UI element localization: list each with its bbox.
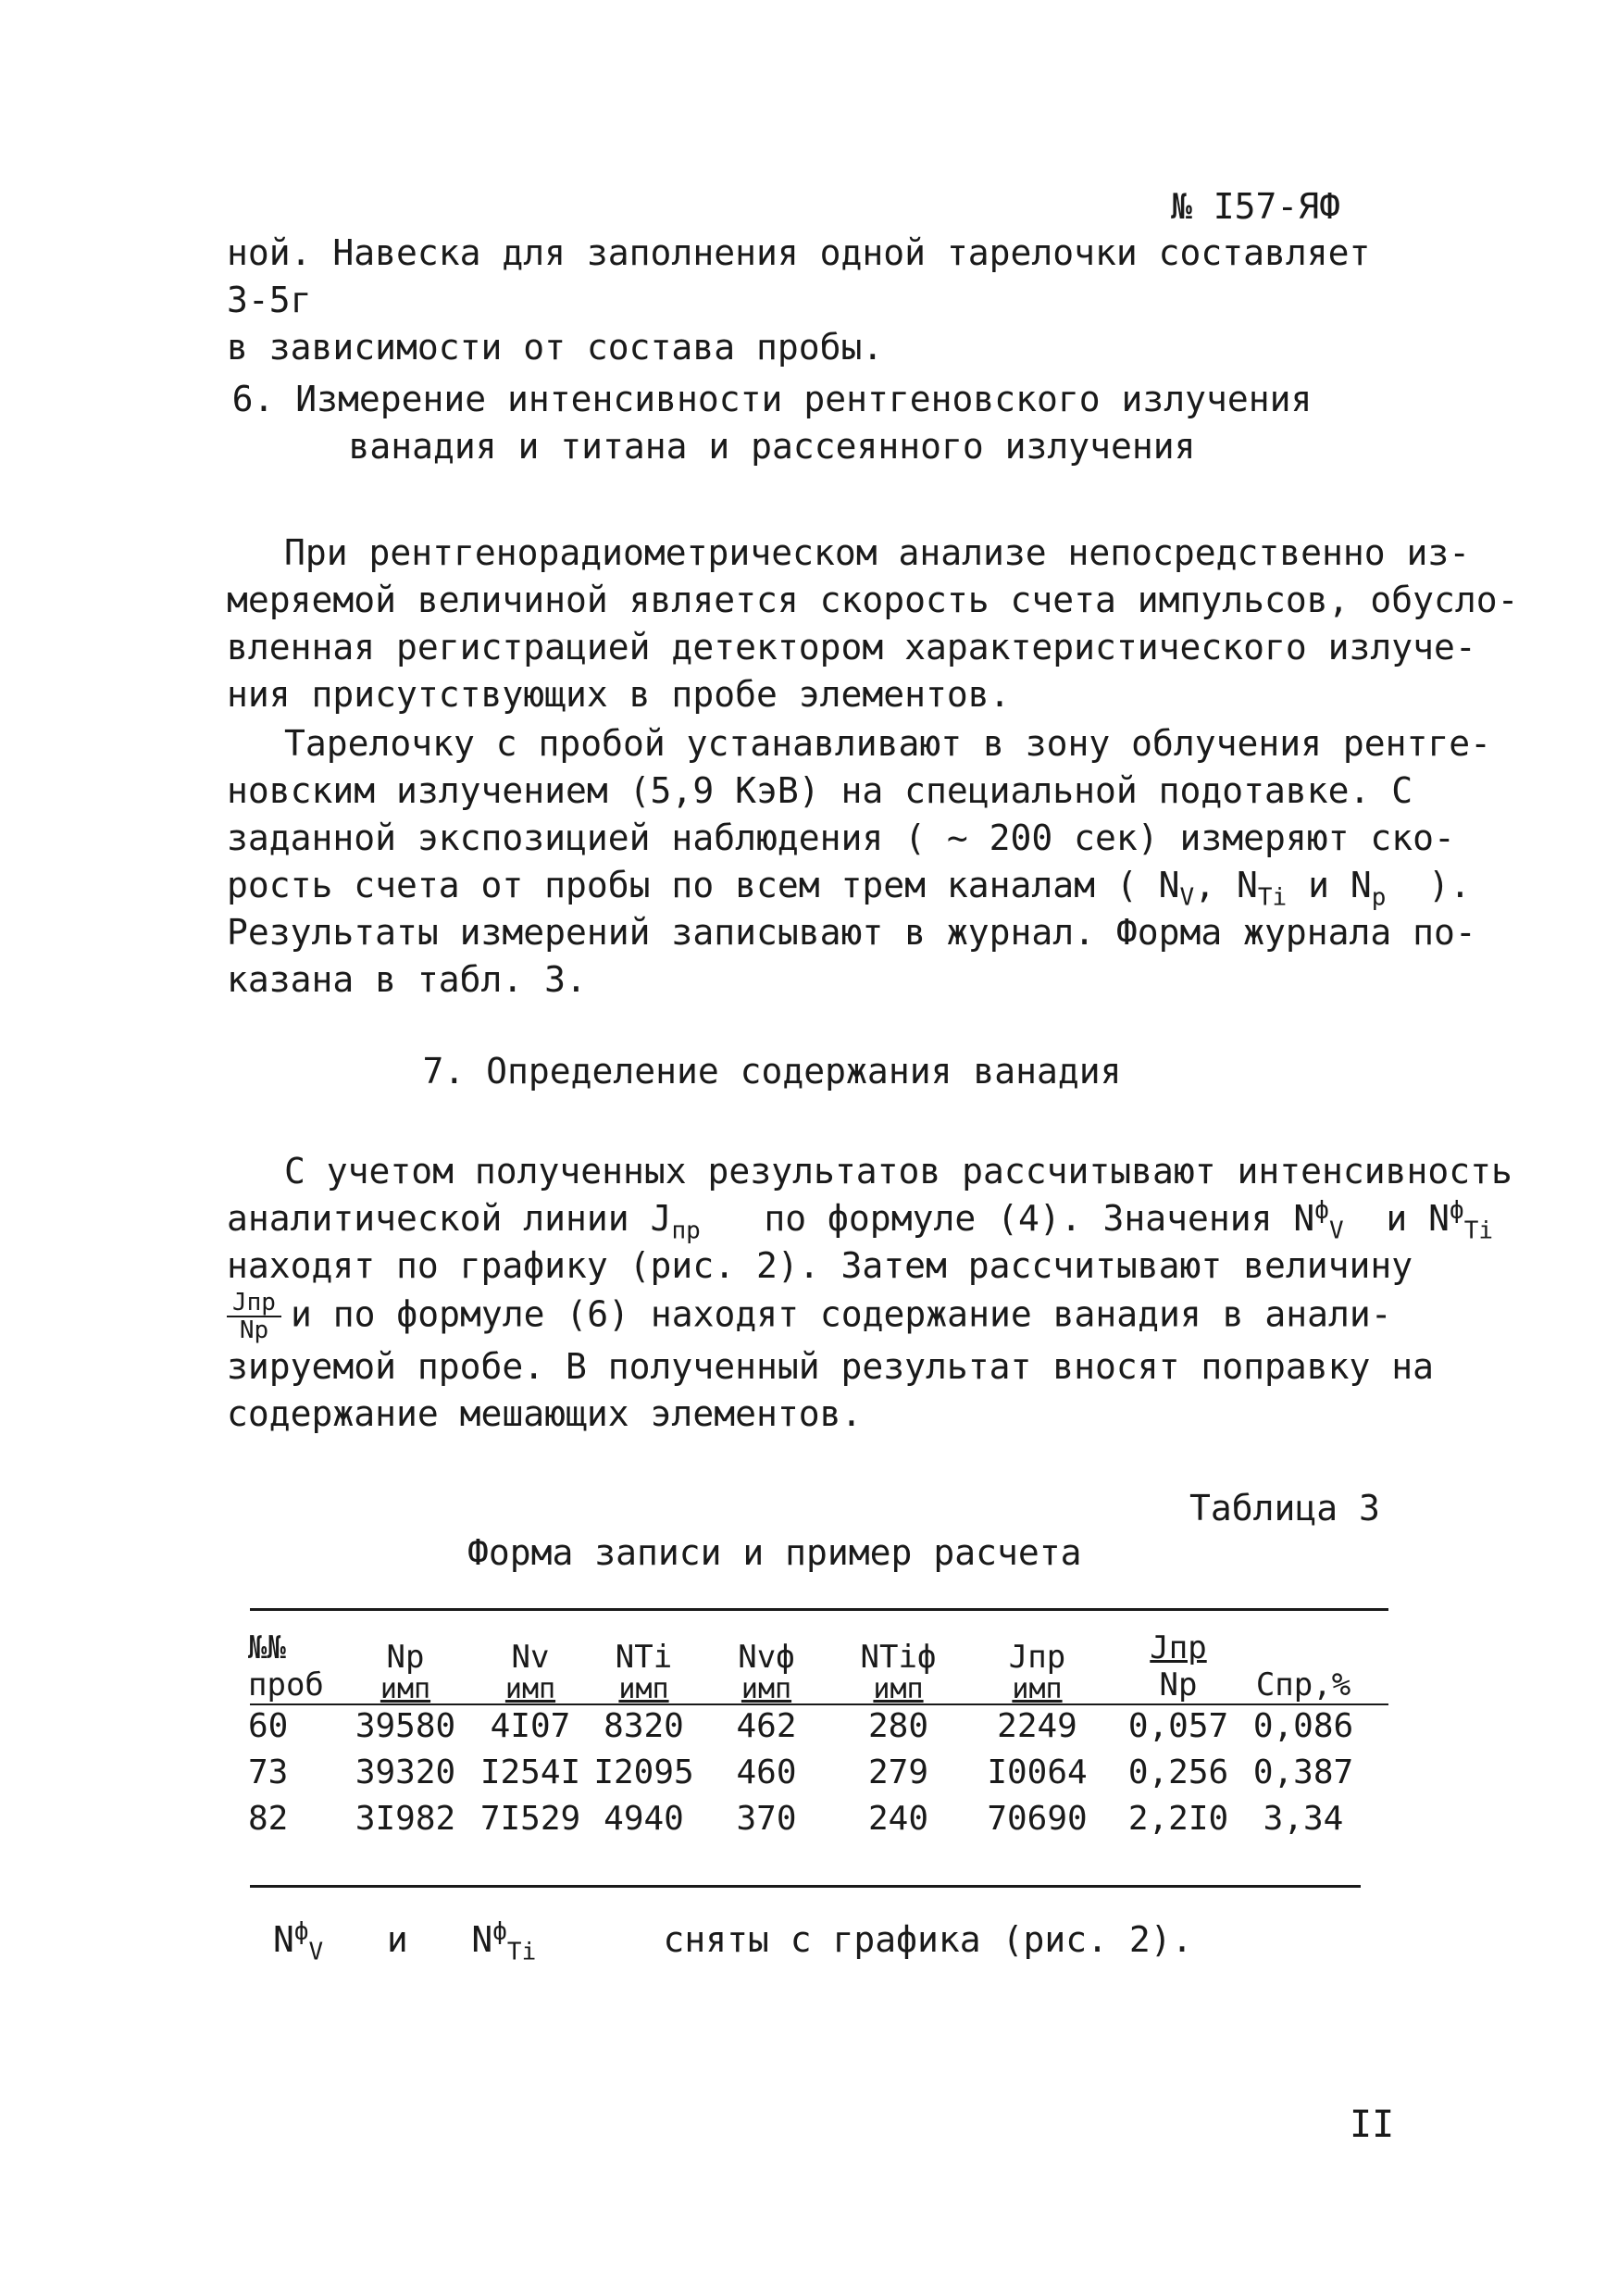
section-6-title-line: 6. Измерение интенсивности рентгеновского излучения <box>231 379 1313 419</box>
paragraph-line: меряемой величиной является скорость счета импульсов, обусло- <box>227 580 1519 620</box>
paragraph-line: заданной экспозицией наблюдения ( ~ 200 сек) измеряют ско- <box>227 817 1455 858</box>
page-number: II <box>1350 2103 1395 2146</box>
table-cell: 4940 <box>604 1800 684 1838</box>
table-cell: 0,387 <box>1252 1753 1354 1791</box>
table-cell: 0,256 <box>1127 1753 1229 1791</box>
symbol-nti-phi: $N^ф_{Ti}$ <box>1428 1196 1493 1245</box>
table-row <box>248 1796 1363 1842</box>
symbol-jpr: $J_{пр}$ <box>650 1198 701 1245</box>
paragraph-line-with-fraction: $\frac{\text{Jпр}}{Np}$ и по формуле (6) находят содержание ванадия в анали- <box>227 1290 1393 1343</box>
table-cell: 4I07 <box>490 1707 571 1745</box>
table-cell: 280 <box>867 1707 929 1745</box>
header-concentration: Спр,% <box>1255 1666 1351 1703</box>
paragraph-line: казана в табл. 3. <box>227 959 587 1000</box>
paragraph-line: Тарелочку с пробой устанавливают в зону облучения рентге- <box>284 723 1492 764</box>
paragraph-line: содержание мешающих элементов. <box>227 1393 863 1434</box>
paragraph-line: С учетом полученных результатов рассчитывают интенсивность <box>284 1151 1512 1192</box>
section-6-heading <box>0 376 1581 470</box>
table-row <box>248 1703 1363 1750</box>
paragraph-line: ния присутствующих в пробе элементов. <box>227 674 1011 715</box>
paragraph-line-with-symbols: рость счета от пробы по всем трем каналам ( $N_V$, $N_{Ti}$ и $N_p$ ). <box>227 865 1471 912</box>
section-6-title-line: ванадия и титана и рассеянного излучения <box>348 426 1196 467</box>
table-cell: 82 <box>248 1800 289 1838</box>
intro-paragraph <box>227 230 1393 371</box>
header-jpr: Jпр имп <box>1008 1639 1066 1705</box>
table-cell: I2095 <box>593 1753 694 1791</box>
table-cell: 70690 <box>987 1800 1088 1838</box>
table-cell: 8320 <box>604 1707 684 1745</box>
document-number: № I57-ЯФ <box>1171 186 1341 227</box>
header-nv: Nv имп <box>504 1639 556 1705</box>
fraction-jpr-np: $\frac{\text{Jпр}}{Np}$ <box>227 1290 281 1343</box>
symbol-nv: $N_V$ <box>1158 865 1195 912</box>
table-bottom-rule <box>250 1885 1361 1888</box>
table-cell: 73 <box>248 1753 289 1791</box>
paragraph-line: Результаты измерений записывают в журнал. Форма журнала по- <box>227 912 1476 953</box>
table-cell: 0,086 <box>1252 1707 1354 1745</box>
paragraph-line: При рентгенорадиометрическом анализе непосредственно из- <box>284 532 1471 573</box>
table-cell: 60 <box>248 1707 289 1745</box>
table-cell: 7I529 <box>479 1800 581 1838</box>
table-cell: I0064 <box>987 1753 1088 1791</box>
header-nti: NTi имп <box>615 1639 673 1705</box>
paragraph-line: новским излучением (5,9 КэВ) на специальной подотавке. С <box>227 770 1413 811</box>
table-cell: 3I982 <box>355 1800 456 1838</box>
table-cell: 0,057 <box>1127 1707 1229 1745</box>
paragraph-line: находят по графику (рис. 2). Затем рассчитывают величину <box>227 1245 1413 1286</box>
intro-line: ной. Навеска для заполнения одной тарелочки составляет 3-5г <box>227 232 1371 320</box>
intro-line: в зависимости от состава пробы. <box>227 327 884 368</box>
symbol-nti-phi: $N^ф_{Ti}$ <box>471 1917 537 1966</box>
footnote-text: сняты с графика (рис. 2). <box>663 1919 1193 1960</box>
table-footnote: $N^ф_V$ и $N^ф_{Ti}$ сняты с графика (рис. 2). <box>273 1917 1193 1966</box>
section-6-paragraph-2 <box>227 720 1492 1004</box>
header-ratio: Jпр Np <box>1150 1629 1207 1703</box>
table-cell: 370 <box>736 1800 797 1838</box>
table-cell: 39580 <box>355 1707 456 1745</box>
table-cell: 39320 <box>355 1753 456 1791</box>
table-cell: 3,34 <box>1263 1800 1344 1838</box>
header-nv-phi: Nvф имп <box>738 1639 795 1705</box>
table-cell: I254I <box>479 1753 581 1791</box>
paragraph-line: зируемой пробе. В полученный результат вносят поправку на <box>227 1346 1435 1387</box>
table-cell: 2249 <box>997 1707 1077 1745</box>
header-sample: №№ проб <box>248 1629 324 1703</box>
table-top-rule <box>250 1608 1388 1611</box>
header-nti-phi: NTiф имп <box>860 1639 937 1705</box>
table-label: Таблица 3 <box>1189 1488 1380 1529</box>
results-table <box>248 1613 1363 1842</box>
paragraph-line-with-formula: аналитической линии $J_{пр}$ по формуле (4). Значения $N^ф_V$ и $N^ф_{Ti}$ <box>227 1196 1493 1245</box>
table-row <box>248 1750 1363 1796</box>
paragraph-line: вленная регистрацией детектором характеристического излуче- <box>227 627 1476 668</box>
symbol-nv-phi: $N^ф_V$ <box>273 1917 324 1966</box>
symbol-np: $N_p$ <box>1350 865 1387 912</box>
header-np: Np имп <box>380 1639 431 1705</box>
section-6-paragraph-1 <box>227 530 1519 718</box>
table-cell: 462 <box>736 1707 797 1745</box>
table-header-row <box>248 1613 1363 1703</box>
table-cell: 460 <box>736 1753 797 1791</box>
symbol-nti: $N_{Ti}$ <box>1236 865 1288 912</box>
section-7-paragraph <box>227 1148 1512 1438</box>
table-title: Форма записи и пример расчета <box>467 1532 1082 1573</box>
table-cell: 2,2I0 <box>1127 1800 1229 1838</box>
table-cell: 240 <box>867 1800 929 1838</box>
table-cell: 279 <box>867 1753 929 1791</box>
section-7-heading: 7. Определение содержания ванадия <box>422 1051 1122 1092</box>
symbol-nv-phi: $N^ф_V$ <box>1293 1196 1344 1245</box>
